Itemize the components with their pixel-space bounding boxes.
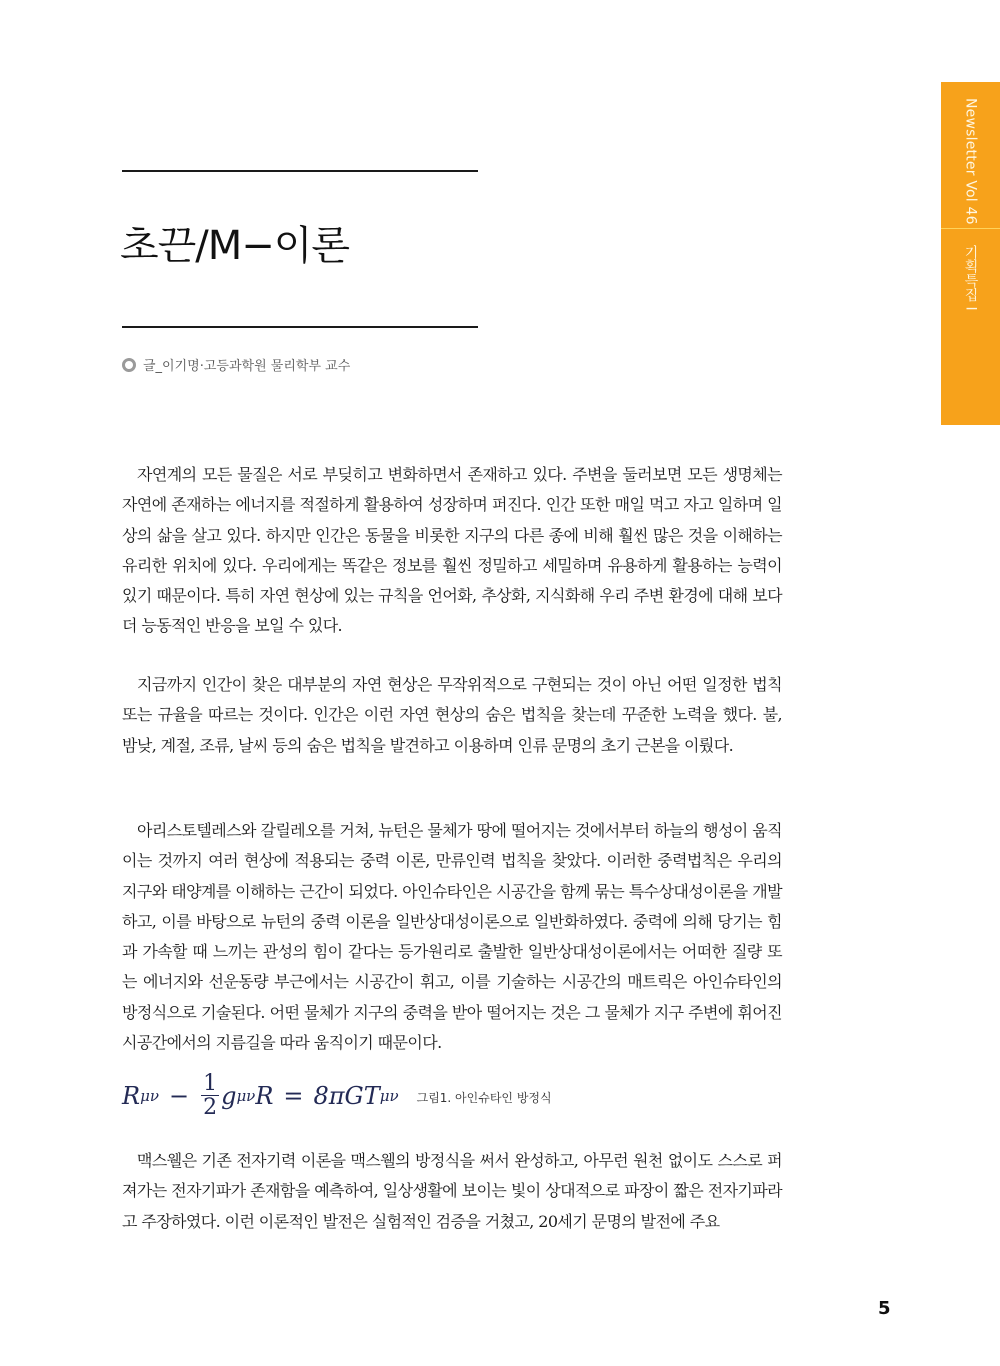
paragraph: 지금까지 인간이 찾은 대부분의 자연 현상은 무작위적으로 구현되는 것이 아닌 어떤 일정한 법칙 또는 규율을 따르는 것이다. 인간은 이런 자연 현상의 숨은 법칙을 찾는데 꾸준한 노력을 했다. 불, 밤낮, 계절, 조류, 날씨 등의 숨은 법칙을 발견하고 이용하며 인류 문명의 초기 근본을 이뤘다.: [122, 675, 782, 755]
circle-bullet-icon: [122, 358, 136, 372]
byline-text: 글_이기명·고등과학원 물리학부 교수: [143, 359, 351, 374]
title-top-rule: [122, 170, 478, 172]
title-bottom-rule: [122, 326, 478, 328]
fraction: $\frac{1}{2}$: [203, 1071, 218, 1121]
paragraph: 자연계의 모든 물질은 서로 부딪히고 변화하면서 존재하고 있다. 주변을 둘러보면 모든 생명체는 자연에 존재하는 에너지를 적절하게 활용하여 성장하며 퍼진다. 인간 또한 매일 먹고 자고 일하며 일상의 삶을 살고 있다. 하지만 인간은 동물을 비롯한 지구의 다른 종에 비해 훨씬 많은 것을 이해하는 유리한 위치에 있다. 우리에게는 똑같은 정보를 훨씬 정밀하고 세밀하며 유용하게 활용하는 능력이 있기 때문이다. 특히 자연 현상에 있는 규칙을 언어화, 추상화, 지식화해 우리 주변 환경에 대해 보다 더 능동적인 반응을 보일 수 있다.: [122, 465, 782, 636]
page-title: 초끈/M−이론: [120, 223, 350, 269]
side-tab-newsletter: [941, 82, 1000, 229]
einstein-equation-figure: [122, 1072, 552, 1119]
section-label: 기획특집 I: [962, 245, 979, 311]
page-number: 5: [878, 1298, 891, 1319]
newsletter-volume-label: Newsletter Vol 46: [962, 98, 979, 225]
section-side-tab: [941, 82, 1000, 425]
equation-math: R μν − $\frac{1}{2}$ g μν R = 8πGT μν: [122, 1071, 399, 1121]
paragraph: 맥스웰은 기존 전자기력 이론을 맥스웰의 방정식을 써서 완성하고, 아무런 원천 없이도 스스로 퍼져가는 전자기파가 존재함을 예측하여, 일상생활에 보이는 빛이 상대적으로 파장이 짧은 전자기파라고 주장하였다. 이런 이론적인 발전은 실험적인 검증을 거쳤고, 20세기 문명의 발전에 주요: [122, 1151, 782, 1231]
paragraph: 아리스토텔레스와 갈릴레오를 거쳐, 뉴턴은 물체가 땅에 떨어지는 것에서부터 하늘의 행성이 움직이는 것까지 여러 현상에 적용되는 중력 이론, 만류인력 법칙을 찾았다. 이러한 중력법칙은 우리의 지구와 태양계를 이해하는 근간이 되었다. 아인슈타인은 시공간을 함께 묶는 특수상대성이론을 개발하고, 이를 바탕으로 뉴턴의 중력 이론을 일반상대성이론으로 일반화하였다. 중력에 의해 당기는 힘과 가속할 때 느끼는 관성의 힘이 같다는 등가원리로 출발한 일반상대성이론에서는 어떠한 질량 또는 에너지와 선운동량 부근에서는 시공간이 휘고, 이를 기술하는 시공간의 매트릭은 아인슈타인의 방정식으로 기술된다. 어떤 물체가 지구의 중력을 받아 떨어지는 것은 그 물체가 지구 주변에 휘어진 시공간에서의 지름길을 따라 움직이기 때문이다.: [122, 821, 782, 1053]
figure-caption: 그림1. 아인슈타인 방정식: [416, 1091, 552, 1106]
side-tab-section: [941, 229, 1000, 425]
author-byline: [122, 355, 350, 374]
